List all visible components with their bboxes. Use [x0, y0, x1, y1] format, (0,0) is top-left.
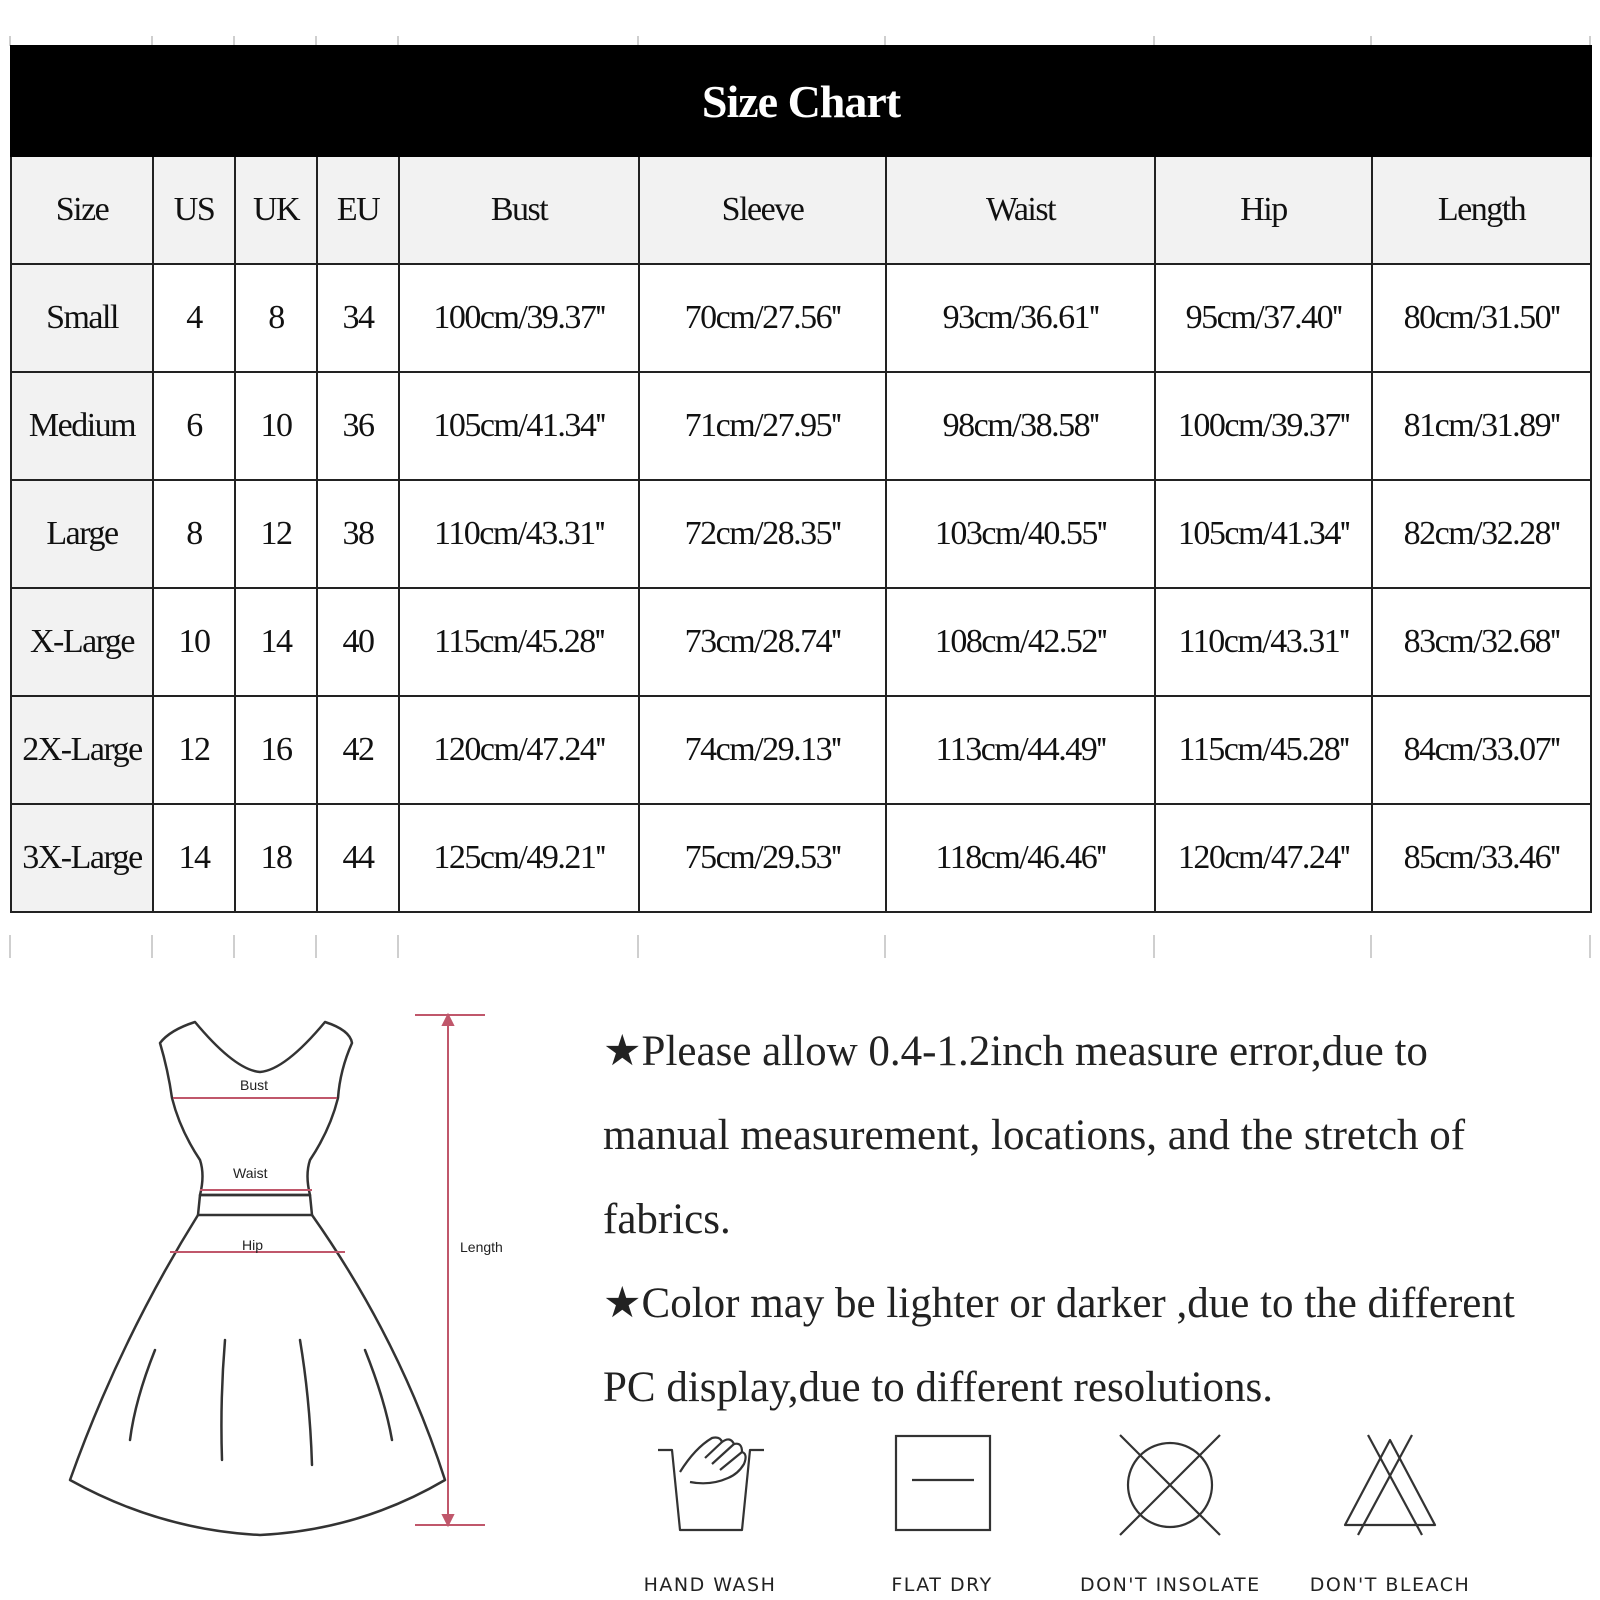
dont-bleach-icon [1330, 1430, 1450, 1540]
table-cell: 115cm/45.28'' [1155, 696, 1372, 804]
table-row [11, 804, 1591, 912]
hand-wash-label: HAND WASH [643, 1574, 777, 1596]
dress-skirt-fold [365, 1350, 392, 1440]
table-cell: 3X-Large [11, 804, 153, 912]
dress-skirt-fold [130, 1350, 155, 1440]
table-cell: 42 [317, 696, 399, 804]
table-cell: 16 [235, 696, 317, 804]
column-header: Length [1372, 156, 1591, 264]
table-cell: 8 [235, 264, 317, 372]
table-cell: 73cm/28.74'' [639, 588, 886, 696]
table-cell: Large [11, 480, 153, 588]
table-cell: Small [11, 264, 153, 372]
table-row [11, 372, 1591, 480]
column-header: US [153, 156, 235, 264]
table-cell: 14 [235, 588, 317, 696]
table-cell: 95cm/37.40'' [1155, 264, 1372, 372]
table-cell: 12 [153, 696, 235, 804]
table-cell: 100cm/39.37'' [399, 264, 639, 372]
table-cell: 38 [317, 480, 399, 588]
table-cell: 6 [153, 372, 235, 480]
table-cell: 81cm/31.89'' [1372, 372, 1591, 480]
table-cell: 12 [235, 480, 317, 588]
column-header: Bust [399, 156, 639, 264]
table-cell: 2X-Large [11, 696, 153, 804]
table-cell: 110cm/43.31'' [399, 480, 639, 588]
table-cell: X-Large [11, 588, 153, 696]
table-cell: 10 [153, 588, 235, 696]
table-cell: 40 [317, 588, 399, 696]
table-cell: 10 [235, 372, 317, 480]
size-chart-title: Size Chart [11, 46, 1591, 156]
table-row [11, 588, 1591, 696]
dont-insolate-icon [1110, 1430, 1230, 1540]
dress-skirt-fold [221, 1340, 225, 1460]
table-cell: 4 [153, 264, 235, 372]
table-cell: 105cm/41.34'' [399, 372, 639, 480]
table-cell: 74cm/29.13'' [639, 696, 886, 804]
table-cell: 83cm/32.68'' [1372, 588, 1591, 696]
table-cell: 85cm/33.46'' [1372, 804, 1591, 912]
table-cell: 120cm/47.24'' [1155, 804, 1372, 912]
table-cell: 108cm/42.52'' [886, 588, 1155, 696]
table-cell: 75cm/29.53'' [639, 804, 886, 912]
note-color-difference: ★Color may be lighter or darker ,due to the different PC display,due to different resolutions. [603, 1280, 1515, 1411]
table-cell: 36 [317, 372, 399, 480]
table-cell: 82cm/32.28'' [1372, 480, 1591, 588]
table-cell: 84cm/33.07'' [1372, 696, 1591, 804]
table-cell: 100cm/39.37'' [1155, 372, 1372, 480]
care-dont-insolate [1080, 1430, 1260, 1596]
column-header: EU [317, 156, 399, 264]
column-header: Hip [1155, 156, 1372, 264]
care-dont-bleach [1300, 1430, 1480, 1596]
table-cell: 34 [317, 264, 399, 372]
table-cell: Medium [11, 372, 153, 480]
table-cell: 44 [317, 804, 399, 912]
size-chart-table [10, 45, 1592, 913]
care-flat-dry [852, 1430, 1032, 1596]
length-label: Length [460, 1239, 503, 1255]
table-row [11, 696, 1591, 804]
dress-skirt-outline [70, 1215, 445, 1535]
dress-measurement-diagram [60, 1010, 520, 1570]
bust-label: Bust [240, 1077, 269, 1093]
dont-insolate-label: DON'T INSOLATE [1080, 1574, 1261, 1596]
table-cell: 113cm/44.49'' [886, 696, 1155, 804]
table-cell: 103cm/40.55'' [886, 480, 1155, 588]
table-cell: 71cm/27.95'' [639, 372, 886, 480]
table-cell: 120cm/47.24'' [399, 696, 639, 804]
table-cell: 105cm/41.34'' [1155, 480, 1372, 588]
waist-label: Waist [233, 1165, 268, 1181]
column-header: UK [235, 156, 317, 264]
hand-wash-icon [650, 1430, 770, 1540]
table-row [11, 264, 1591, 372]
table-cell: 72cm/28.35'' [639, 480, 886, 588]
table-cell: 18 [235, 804, 317, 912]
table-cell: 80cm/31.50'' [1372, 264, 1591, 372]
table-cell: 110cm/43.31'' [1155, 588, 1372, 696]
care-hand-wash [620, 1430, 800, 1596]
note-measure-error: ★Please allow 0.4-1.2inch measure error,due to manual measurement, locations, and the stretch of fabrics. [603, 1028, 1466, 1243]
hip-label: Hip [242, 1237, 264, 1253]
notes-block [603, 1010, 1563, 1430]
column-header: Waist [886, 156, 1155, 264]
table-row [11, 480, 1591, 588]
table-cell: 115cm/45.28'' [399, 588, 639, 696]
table-cell: 118cm/46.46'' [886, 804, 1155, 912]
dont-bleach-label: DON'T BLEACH [1309, 1574, 1471, 1596]
table-header-row [11, 156, 1591, 264]
dress-waistband [198, 1195, 312, 1215]
table-cell: 98cm/38.58'' [886, 372, 1155, 480]
table-cell: 70cm/27.56'' [639, 264, 886, 372]
column-header: Size [11, 156, 153, 264]
flat-dry-icon [882, 1430, 1002, 1540]
table-cell: 8 [153, 480, 235, 588]
dress-skirt-fold [300, 1340, 312, 1465]
table-cell: 125cm/49.21'' [399, 804, 639, 912]
column-header: Sleeve [639, 156, 886, 264]
table-cell: 93cm/36.61'' [886, 264, 1155, 372]
table-cell: 14 [153, 804, 235, 912]
flat-dry-label: FLAT DRY [891, 1574, 993, 1596]
